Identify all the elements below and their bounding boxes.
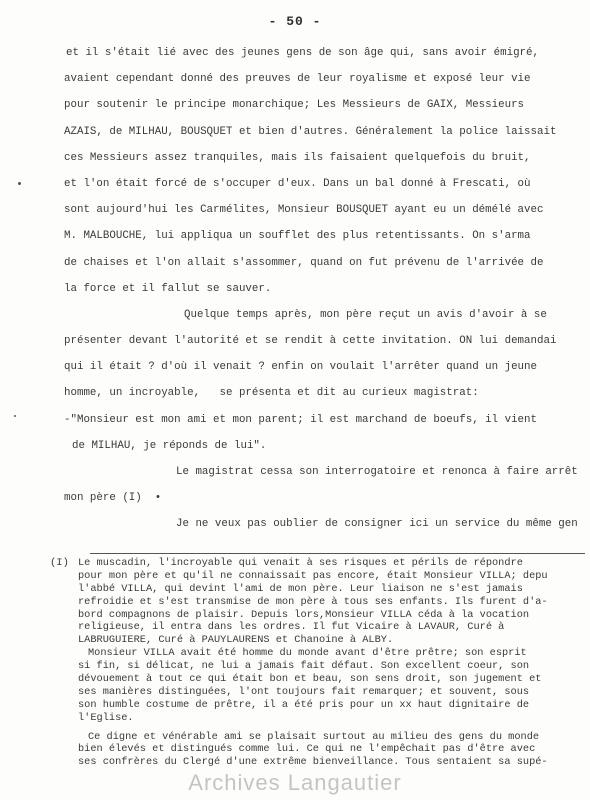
body-line: avaient cependant donné des preuves de leur royalisme et exposé leur vie bbox=[64, 73, 531, 86]
body-line: présenter devant l'autorité et se rendit à cette invitation. ON lui demandai bbox=[64, 335, 557, 348]
footnote-line: son humble costume de prêtre, il a été pris pour un xx haut dignitaire de bbox=[78, 698, 530, 711]
scan-speck bbox=[14, 415, 16, 417]
body-line: Quelque temps après, mon père reçut un avis d'avoir à se bbox=[184, 308, 547, 321]
body-line: qui il était ? d'où il venait ? enfin on voulait l'arrêter quand un jeune bbox=[64, 361, 537, 374]
footnote-line: dévouement à tout ce qui était bon et beau, son sens droit, son jugement et bbox=[78, 673, 542, 686]
body-line: homme, un incroyable, se présenta et dit au curieux magistrat: bbox=[64, 387, 479, 400]
footnote-line: bien élevés et distingués comme lui. Ce qui ne l'empêchait pas d'être avec bbox=[78, 743, 536, 756]
footnote-text bbox=[78, 557, 588, 769]
body-line: de chaises et l'on allait s'assommer, quand on fut prévenu de l'arrivée de bbox=[64, 256, 544, 269]
footnote-line: pour mon père et qu'il ne connaissait pas encore, était Monsieur VILLA; depu bbox=[78, 569, 548, 582]
body-line: Je ne veux pas oublier de consigner ici un service du même gen bbox=[176, 518, 578, 531]
footnote-line: Monsieur VILLA avait été homme du monde avant d'être prêtre; son esprit bbox=[88, 647, 527, 660]
body-line: mon père (I) • bbox=[64, 492, 162, 505]
footnote-line: ses confrères du Clergé d'une extrême bienveillance. Tous sentaient sa supé- bbox=[78, 756, 548, 769]
page-number: - 50 - bbox=[268, 14, 322, 29]
footnote-line: LABRUGUIERE, Curé à PAUYLAURENS et Chanoine à ALBY. bbox=[78, 634, 394, 647]
body-line: et il s'était lié avec des jeunes gens de son âge qui, sans avoir émigré, bbox=[66, 47, 539, 59]
archive-watermark: Archives Langautier bbox=[188, 770, 402, 795]
footnote-marker: (I) bbox=[50, 557, 69, 569]
body-line: et l'on était forcé de s'occuper d'eux. Dans un bal donné à Frescati, où bbox=[64, 177, 531, 190]
body-line: AZAIS, de MILHAU, BOUSQUET et bien d'autres. Généralement la police laissait bbox=[64, 125, 557, 138]
footnote-line: l'abbé VILLA, qui devint l'ami de mon père. Leur liaison ne s'est jamais bbox=[78, 582, 523, 595]
footnote-line: Ce digne et vénérable ami se plaisait surtout au milieu des gens du monde bbox=[88, 730, 540, 743]
footnote-line: l'Eglise. bbox=[78, 711, 134, 724]
footnote-line: si fin, si délicat, ne lui a jamais fait défaut. Son excellent coeur, son bbox=[78, 660, 530, 673]
body-line: Le magistrat cessa son interrogatoire et renonca à faire arrêt bbox=[176, 466, 578, 478]
body-line: -"Monsieur est mon ami et mon parent; il est marchand de boeufs, il vient bbox=[64, 413, 537, 426]
footnote-line: refroidie et s'est transmise de mon père à tous ses enfants. Ils furent d'a- bbox=[78, 595, 548, 608]
footnote-line: Le muscadin, l'incroyable qui venait à ses risques et périls de répondre bbox=[78, 557, 523, 569]
main-text bbox=[64, 40, 579, 538]
footnote-line: ses manières distinguées, l'ont toujours fait remarquer; et souvent, sous bbox=[78, 685, 530, 698]
footnote-line: bord compagnons de plaisir. Depuis lors,Monsieur VILLA céda à la vocation bbox=[78, 608, 530, 621]
footnote-divider bbox=[90, 553, 585, 554]
body-line: la force et il fallut se sauver. bbox=[64, 282, 272, 295]
scan-speck bbox=[18, 182, 21, 185]
body-line: M. MALBOUCHE, lui appliqua un soufflet des plus retentissants. On s'arma bbox=[64, 230, 531, 243]
body-line: ces Messieurs assez tranquiles, mais ils faisaient quelquefois du bruit, bbox=[64, 151, 531, 164]
body-line: pour soutenir le principe monarchique; Les Messieurs de GAIX, Messieurs bbox=[64, 99, 525, 112]
body-line: sont aujourd'hui les Carmélites, Monsieur BOUSQUET ayant eu un démélé avec bbox=[64, 204, 544, 217]
body-line: de MILHAU, je réponds de lui". bbox=[72, 439, 267, 452]
footnote-line: religieuse, il entra dans les ordres. Il fut Vicaire à LAVAUR, Curé à bbox=[78, 621, 505, 634]
